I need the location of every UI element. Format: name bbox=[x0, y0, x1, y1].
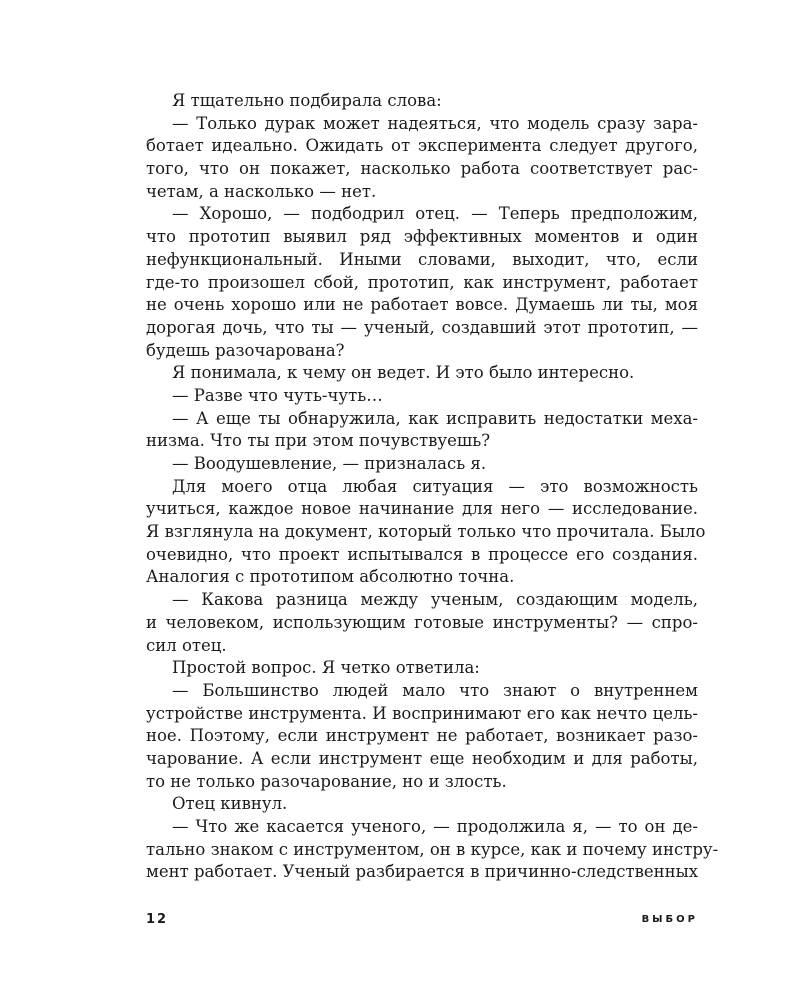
text-line: очевидно, что проект испытывался в процессе его создания. bbox=[146, 544, 698, 564]
text-line: тально знаком с инструментом, он в курсе, как и почему инстру- bbox=[146, 839, 719, 859]
text-line: Я взглянула на документ, который только что прочитала. Было bbox=[146, 522, 706, 542]
text-line: ное. Поэтому, если инструмент не работает, возникает разо- bbox=[146, 726, 698, 746]
running-title: ВЫБОР bbox=[641, 914, 698, 925]
text-line: учиться, каждое новое начинание для него — исследование. bbox=[146, 499, 698, 519]
text-line: того, что он покажет, насколько работа соответствует рас- bbox=[146, 159, 698, 179]
text-line: — Хорошо, — подбодрил отец. — Теперь предположим, bbox=[172, 204, 698, 224]
text-line: низма. Что ты при этом почувствуешь? bbox=[146, 431, 491, 451]
text-line: дорогая дочь, что ты — ученый, создавший этот прототип, — bbox=[146, 317, 698, 337]
text-line: Простой вопрос. Я четко ответила: bbox=[172, 658, 480, 678]
text-line: — Воодушевление, — призналась я. bbox=[172, 454, 487, 473]
text-line: чарование. А если инструмент еще необходим и для работы, bbox=[146, 748, 698, 768]
text-line: что прототип выявил ряд эффективных моментов и один bbox=[146, 227, 698, 247]
text-line: где-то произошел сбой, прототип, как инструмент, работает bbox=[146, 272, 698, 292]
text-line: мент работает. Ученый разбирается в причинно-следственных bbox=[146, 862, 699, 882]
text-line: — Какова разница между ученым, создающим модель, bbox=[172, 590, 698, 610]
text-line: Аналогия с прототипом абсолютно точна. bbox=[146, 567, 515, 587]
text-line: ботает идеально. Ожидать от эксперимента следует другого, bbox=[146, 136, 698, 156]
text-line: и человеком, использующим готовые инструменты? — спро- bbox=[146, 612, 698, 632]
text-line: будешь разочарована? bbox=[146, 340, 345, 360]
text-line: — Только дурак может надеяться, что модель сразу зара- bbox=[172, 113, 698, 133]
text-line: то не только разочарование, но и злость. bbox=[146, 771, 507, 791]
text-line: — Разве что чуть-чуть… bbox=[172, 385, 383, 405]
page-number: 12 bbox=[146, 912, 169, 927]
text-line: не очень хорошо или не работает вовсе. Думаешь ли ты, моя bbox=[146, 295, 698, 315]
text-line: Для моего отца любая ситуация — это возможность bbox=[172, 476, 698, 496]
text-line: устройстве инструмента. И воспринимают его как нечто цель- bbox=[146, 703, 698, 723]
body-text bbox=[146, 90, 719, 884]
text-line: сил отец. bbox=[146, 635, 227, 655]
text-line: — Что же касается ученого, — продолжила я, — то он де- bbox=[172, 817, 698, 836]
text-line: четам, а насколько — нет. bbox=[146, 181, 377, 201]
text-line: Отец кивнул. bbox=[172, 794, 288, 814]
text-line: — А еще ты обнаружила, как исправить недостатки меха- bbox=[172, 408, 698, 428]
text-line: нефункциональный. Иными словами, выходит, что, если bbox=[146, 249, 698, 269]
text-line: Я понимала, к чему он ведет. И это было интересно. bbox=[172, 363, 635, 383]
text-line: — Большинство людей мало что знают о внутреннем bbox=[172, 680, 698, 700]
page-footer bbox=[146, 912, 698, 932]
text-line: Я тщательно подбирала слова: bbox=[172, 91, 442, 110]
